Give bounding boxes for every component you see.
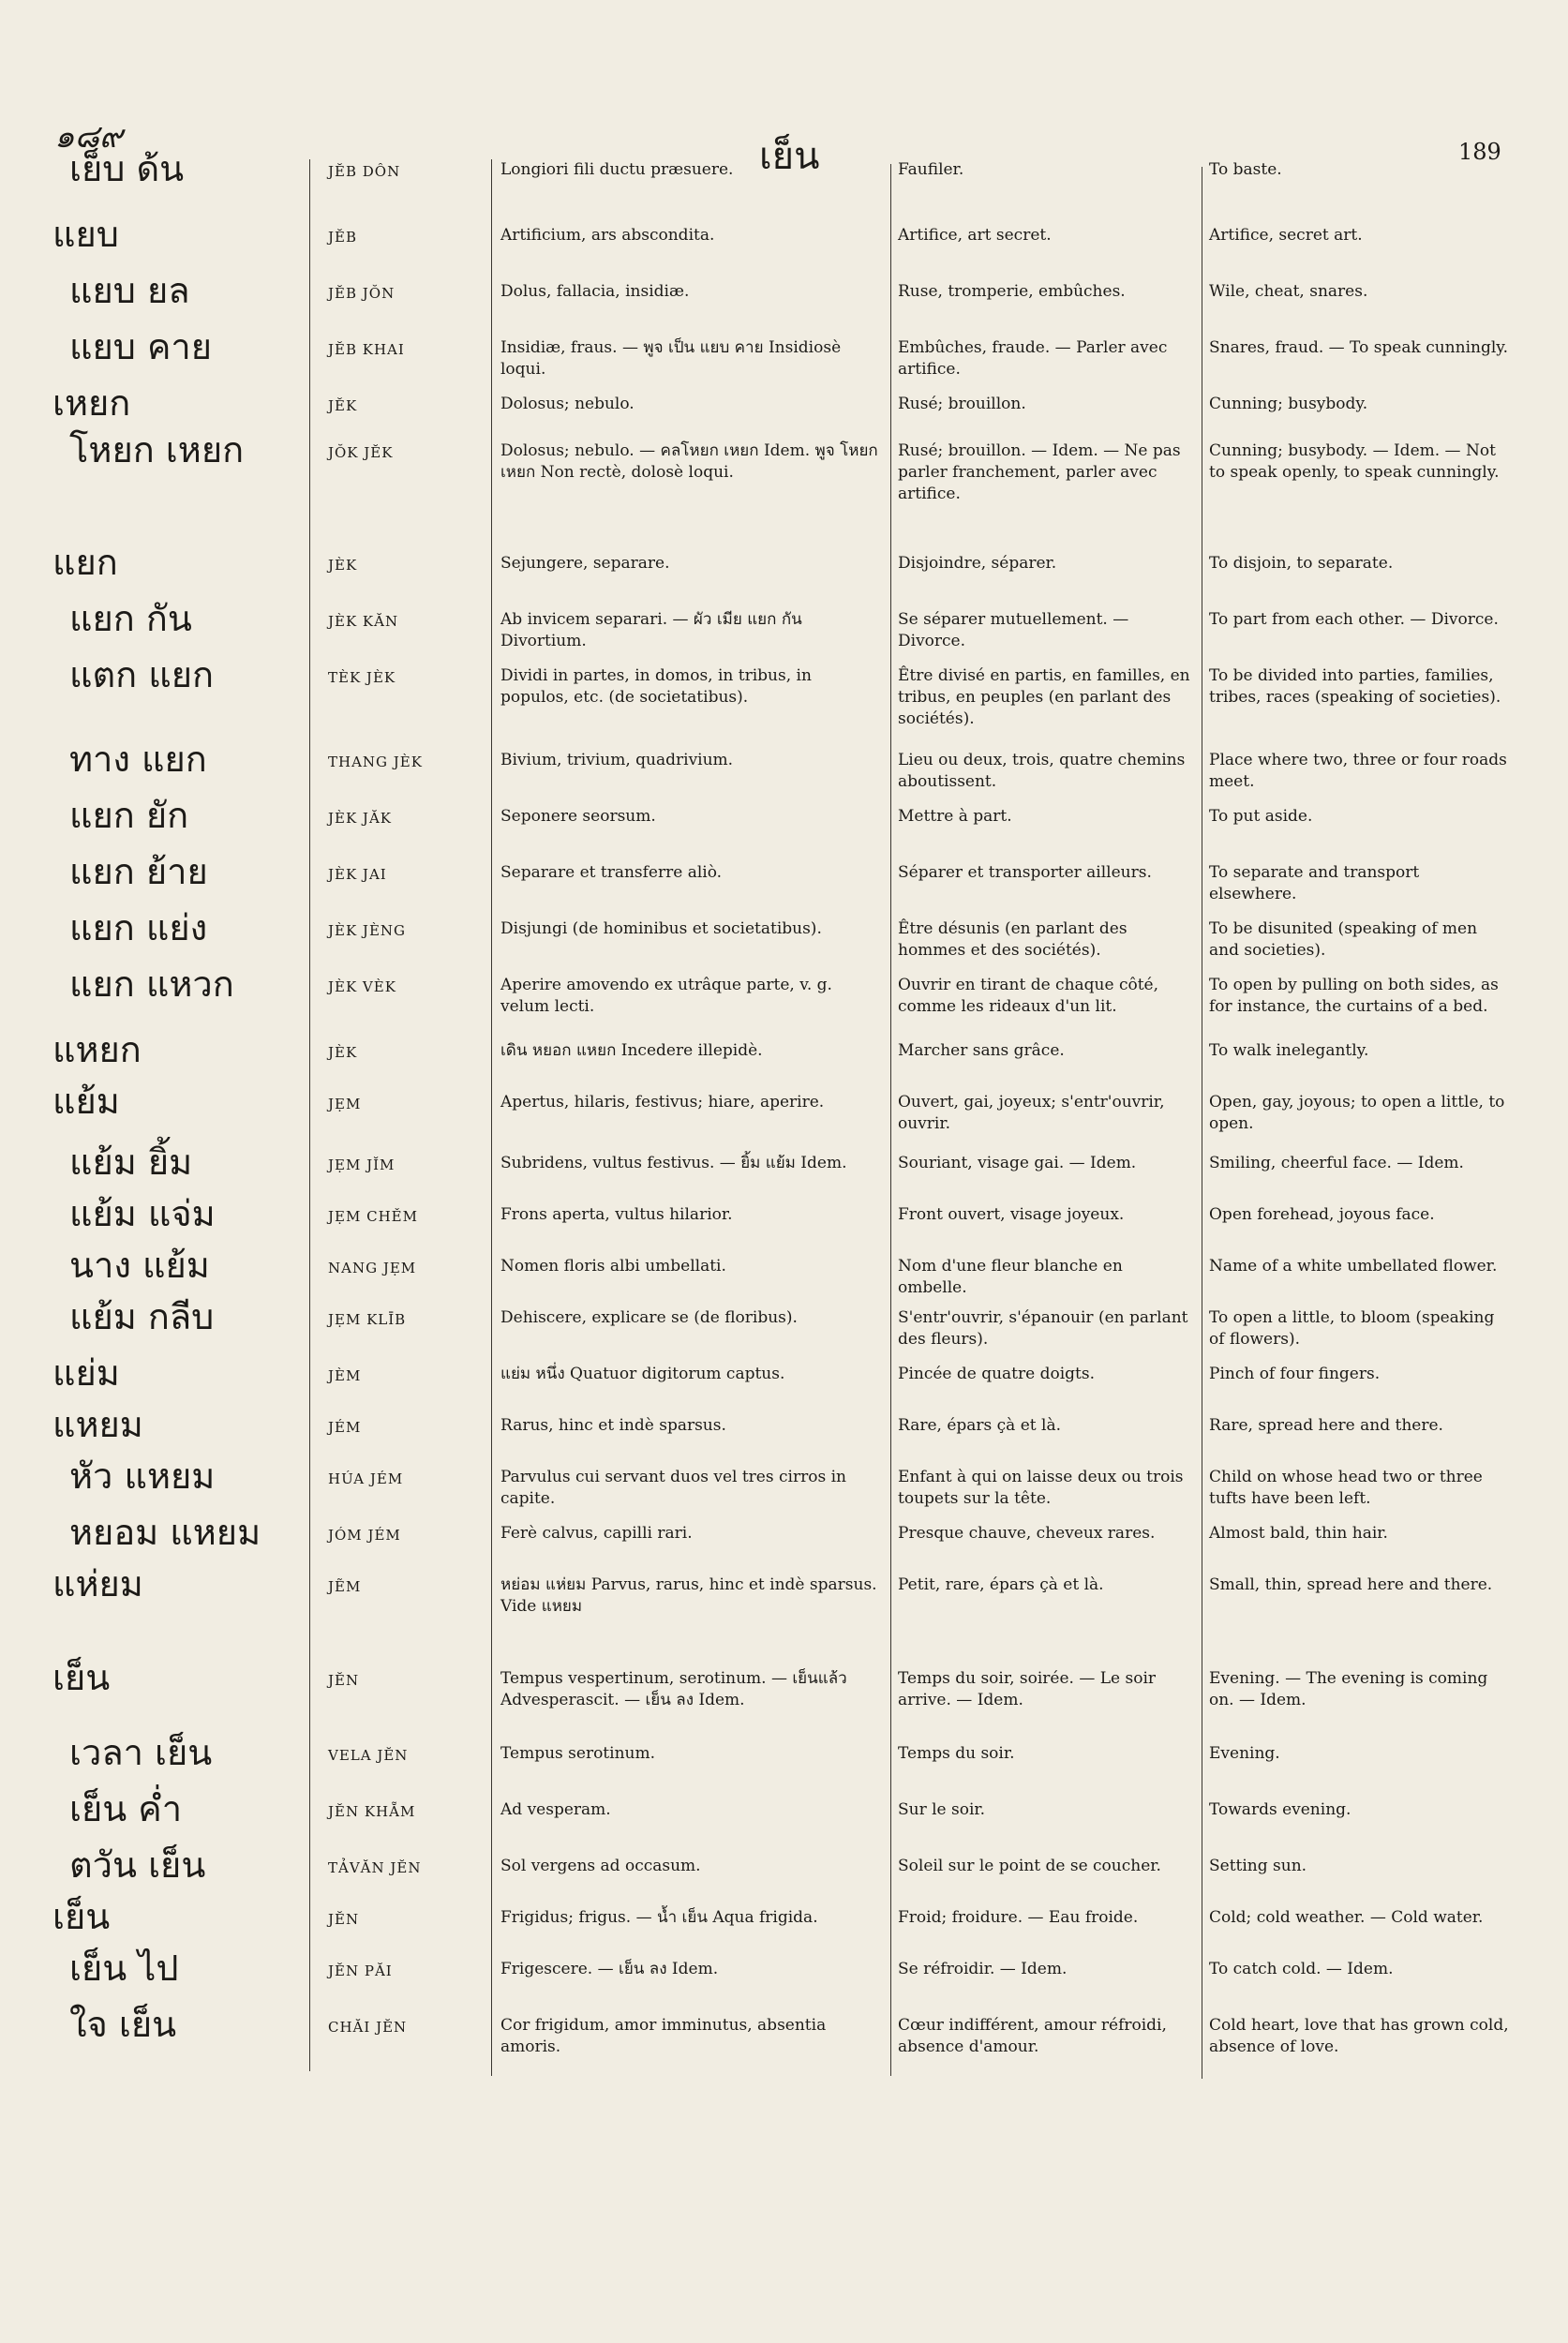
english-definition: Wile, cheat, snares. xyxy=(1209,282,1368,301)
latin-definition: Dividi in partes, in domos, in tribus, in populos, etc. (de societatibus). xyxy=(500,666,812,707)
thai-headword: เย็บ ด้น xyxy=(69,148,185,189)
latin-definition: Dolus, fallacia, insidiæ. xyxy=(500,282,690,301)
english-definition: Child on whose head two or three tufts have been left. xyxy=(1209,1468,1483,1508)
english-definition: To baste. xyxy=(1209,160,1282,179)
english-definition: Artifice, secret art. xyxy=(1209,226,1363,245)
thai-headword: เย็น ค่ำ xyxy=(69,1788,183,1829)
thai-headword: แยก แย่ง xyxy=(69,907,208,948)
romanization: JẸM KLĪB xyxy=(328,1311,407,1328)
romanization: JẸM xyxy=(328,1096,362,1112)
romanization: JĔB xyxy=(328,229,357,246)
french-definition: Enfant à qui on laisse deux ou trois toupets sur la tête. xyxy=(898,1468,1184,1508)
romanization: JÉM xyxy=(328,1419,362,1436)
latin-definition: Dolosus; nebulo. — คลโหยก เหยก Idem. พูจ โหยก เหยก Non rectè, dolosè loqui. xyxy=(500,441,878,482)
latin-definition: Sol vergens ad occasum. xyxy=(500,1857,701,1875)
french-definition: Cœur indifférent, amour réfroidi, absence d'amour. xyxy=(898,2016,1167,2056)
latin-definition: Frons aperta, vultus hilarior. xyxy=(500,1205,733,1224)
romanization: JẸM JĬM xyxy=(328,1157,396,1173)
latin-definition: Bivium, trivium, quadrivium. xyxy=(500,751,734,769)
thai-headword: แหยก xyxy=(52,1029,142,1070)
thai-headword: แยบ ยล xyxy=(69,270,190,311)
english-definition: To be divided into parties, families, tribes, races (speaking of societies). xyxy=(1209,666,1501,707)
latin-definition: Parvulus cui servant duos vel tres cirros in capite. xyxy=(500,1468,846,1508)
latin-definition: Rarus, hinc et indè sparsus. xyxy=(500,1416,726,1435)
french-definition: Ouvrir en tirant de chaque côté, comme les rideaux d'un lit. xyxy=(898,976,1159,1016)
french-definition: Artifice, art secret. xyxy=(898,226,1052,245)
french-definition: Embûches, fraude. — Parler avec artifice. xyxy=(898,338,1168,379)
french-definition: Temps du soir, soirée. — Le soir arrive. — Idem. xyxy=(898,1669,1157,1709)
english-definition: To catch cold. — Idem. xyxy=(1209,1960,1394,1978)
romanization: JÈK JAI xyxy=(328,866,387,883)
english-definition: Towards evening. xyxy=(1209,1800,1351,1819)
page-number-thai: ๑๘๙ xyxy=(54,118,123,156)
english-definition: Name of a white umbellated flower. xyxy=(1209,1257,1498,1276)
thai-headword: ทาง แยก xyxy=(69,739,207,780)
romanization: HÚA JÉM xyxy=(328,1470,404,1487)
page-number: 189 xyxy=(1458,139,1501,165)
thai-headword: แย้ม xyxy=(52,1081,120,1122)
thai-headword: แย้ม กลีบ xyxy=(69,1296,215,1337)
thai-headword: เวลา เย็น xyxy=(69,1732,213,1773)
latin-definition: Apertus, hilaris, festivus; hiare, aperire. xyxy=(500,1093,825,1112)
thai-headword: เย็น xyxy=(52,1896,111,1937)
english-definition: To disjoin, to separate. xyxy=(1209,554,1394,573)
french-definition: Marcher sans grâce. xyxy=(898,1041,1065,1060)
romanization: JŎK JĔK xyxy=(328,444,394,461)
romanization: JĔK xyxy=(328,397,358,414)
thai-headword: โหยก เหยก xyxy=(69,429,245,470)
romanization: TẢVĂN JĔN xyxy=(328,1859,422,1876)
french-definition: Se séparer mutuellement. — Divorce. xyxy=(898,610,1129,650)
french-definition: Disjoindre, séparer. xyxy=(898,554,1057,573)
romanization: JÈK KĂN xyxy=(328,613,399,630)
english-definition: To open by pulling on both sides, as for instance, the curtains of a bed. xyxy=(1209,976,1499,1016)
english-definition: Cunning; busybody. xyxy=(1209,395,1368,413)
thai-headword: แยก xyxy=(52,542,118,583)
romanization: JÈK JĂK xyxy=(328,810,392,827)
dictionary-entries xyxy=(0,150,1568,2081)
thai-headword: แยบ xyxy=(52,214,119,255)
english-definition: Cold heart, love that has grown cold, absence of love. xyxy=(1209,2016,1509,2056)
french-definition: Temps du soir. xyxy=(898,1744,1015,1763)
romanization: THANG JÈK xyxy=(328,754,423,770)
latin-definition: Dehiscere, explicare se (de floribus). xyxy=(500,1308,798,1327)
romanization: JẼM xyxy=(328,1578,362,1595)
french-definition: Nom d'une fleur blanche en ombelle. xyxy=(898,1257,1123,1297)
thai-headword: แยก ยัก xyxy=(69,795,189,836)
latin-definition: Ab invicem separari. — ผัว เมีย แยก กัน Divortium. xyxy=(500,610,802,650)
french-definition: Lieu ou deux, trois, quatre chemins aboutissent. xyxy=(898,751,1186,791)
english-definition: To walk inelegantly. xyxy=(1209,1041,1369,1060)
latin-definition: Longiori fili ductu præsuere. xyxy=(500,160,734,179)
latin-definition: Artificium, ars abscondita. xyxy=(500,226,715,245)
romanization: JÓM JÉM xyxy=(328,1527,401,1544)
thai-headword: แยก กัน xyxy=(69,598,192,639)
thai-headword: แย้ม ยิ้ม xyxy=(69,1142,193,1183)
latin-definition: Dolosus; nebulo. xyxy=(500,395,635,413)
latin-definition: Disjungi (de hominibus et societatibus). xyxy=(500,919,822,938)
latin-definition: Tempus vespertinum, serotinum. — เย็นแล้ว Advesperascit. — เย็น ลง Idem. xyxy=(500,1669,847,1709)
romanization: JẸM CHĚM xyxy=(328,1208,418,1225)
french-definition: Petit, rare, épars çà et là. xyxy=(898,1575,1104,1594)
latin-definition: Subridens, vultus festivus. — ยิ้ม แย้ม Idem. xyxy=(500,1154,847,1172)
french-definition: Être divisé en partis, en familles, en tribus, en peuples (en parlant des sociétés). xyxy=(898,666,1190,728)
thai-headword: แยบ คาย xyxy=(69,326,212,367)
thai-headword: เย็น ไป xyxy=(69,1948,179,1989)
english-definition: Setting sun. xyxy=(1209,1857,1307,1875)
french-definition: Faufiler. xyxy=(898,160,964,179)
english-definition: Smiling, cheerful face. — Idem. xyxy=(1209,1154,1464,1172)
english-definition: Small, thin, spread here and there. xyxy=(1209,1575,1493,1594)
latin-definition: Cor frigidum, amor imminutus, absentia amoris. xyxy=(500,2016,827,2056)
latin-definition: Frigescere. — เย็น ลง Idem. xyxy=(500,1960,719,1978)
french-definition: Ouvert, gai, joyeux; s'entr'ouvrir, ouvrir. xyxy=(898,1093,1165,1133)
romanization: CHĂI JĔN xyxy=(328,2019,408,2036)
english-definition: To open a little, to bloom (speaking of flowers). xyxy=(1209,1308,1495,1349)
french-definition: Ruse, tromperie, embûches. xyxy=(898,282,1126,301)
romanization: JĔB DÔN xyxy=(328,163,401,180)
english-definition: Open forehead, joyous face. xyxy=(1209,1205,1435,1224)
english-definition: To separate and transport elsewhere. xyxy=(1209,863,1420,903)
english-definition: Rare, spread here and there. xyxy=(1209,1416,1443,1435)
latin-definition: Ferè calvus, capilli rari. xyxy=(500,1524,693,1543)
french-definition: Sur le soir. xyxy=(898,1800,986,1819)
latin-definition: Seponere seorsum. xyxy=(500,807,656,826)
thai-headword: หยอม แหยม xyxy=(69,1512,261,1553)
romanization: JĔN PĂI xyxy=(328,1962,393,1979)
thai-headword: แยก แหวก xyxy=(69,963,234,1005)
french-definition: Se réfroidir. — Idem. xyxy=(898,1960,1068,1978)
french-definition: Front ouvert, visage joyeux. xyxy=(898,1205,1125,1224)
romanization: VELA JĔN xyxy=(328,1747,409,1764)
french-definition: Rusé; brouillon. xyxy=(898,395,1026,413)
french-definition: S'entr'ouvrir, s'épanouir (en parlant des fleurs). xyxy=(898,1308,1188,1349)
thai-headword: แยก ย้าย xyxy=(69,851,208,892)
french-definition: Rare, épars çà et là. xyxy=(898,1416,1061,1435)
romanization: JÈK xyxy=(328,557,358,574)
french-definition: Rusé; brouillon. — Idem. — Ne pas parler franchement, parler avec artifice. xyxy=(898,441,1181,503)
thai-headword: แย้ม แจ่ม xyxy=(69,1193,216,1234)
english-definition: Almost bald, thin hair. xyxy=(1209,1524,1388,1543)
english-definition: Cunning; busybody. — Idem. — Not to speak openly, to speak cunningly. xyxy=(1209,441,1500,482)
latin-definition: Sejungere, separare. xyxy=(500,554,670,573)
french-definition: Presque chauve, cheveux rares. xyxy=(898,1524,1156,1543)
romanization: JĔB JŎN xyxy=(328,285,396,302)
latin-definition: แย่ม หนึ่ง Quatuor digitorum captus. xyxy=(500,1365,785,1383)
thai-headword: ตวัน เย็น xyxy=(69,1844,206,1886)
romanization: JĔN KHẴM xyxy=(328,1803,416,1820)
latin-definition: Ad vesperam. xyxy=(500,1800,611,1819)
english-definition: Pinch of four fingers. xyxy=(1209,1365,1381,1383)
romanization: JÈK VÈK xyxy=(328,978,396,995)
latin-definition: Nomen floris albi umbellati. xyxy=(500,1257,726,1276)
french-definition: Froid; froidure. — Eau froide. xyxy=(898,1908,1139,1927)
romanization: NANG JẸM xyxy=(328,1260,417,1276)
romanization: JÈK xyxy=(328,1044,358,1061)
latin-definition: Separare et transferre aliò. xyxy=(500,863,723,882)
latin-definition: Frigidus; frigus. — น้ำ เย็น Aqua frigida. xyxy=(500,1908,818,1927)
english-definition: Place where two, three or four roads meet. xyxy=(1209,751,1507,791)
english-definition: Snares, fraud. — To speak cunningly. xyxy=(1209,338,1509,357)
thai-headword: แห่ยม xyxy=(52,1563,143,1604)
romanization: JĔN xyxy=(328,1672,360,1689)
latin-definition: Tempus serotinum. xyxy=(500,1744,655,1763)
english-definition: Cold; cold weather. — Cold water. xyxy=(1209,1908,1484,1927)
french-definition: Pincée de quatre doigts. xyxy=(898,1365,1096,1383)
thai-headword: หัว แหยม xyxy=(69,1455,216,1497)
romanization: JĔB KHAI xyxy=(328,341,405,358)
french-definition: Souriant, visage gai. — Idem. xyxy=(898,1154,1137,1172)
thai-headword: แย่ม xyxy=(52,1352,120,1394)
latin-definition: Aperire amovendo ex utrâque parte, v. g. velum lecti. xyxy=(500,976,832,1016)
english-definition: Open, gay, joyous; to open a little, to open. xyxy=(1209,1093,1505,1133)
thai-headword: ใจ เย็น xyxy=(69,2004,177,2045)
header-word: เย็น xyxy=(759,135,820,178)
french-definition: Mettre à part. xyxy=(898,807,1012,826)
english-definition: To be disunited (speaking of men and societies). xyxy=(1209,919,1478,960)
romanization: JÈM xyxy=(328,1367,362,1384)
thai-headword: เย็น xyxy=(52,1657,111,1698)
english-definition: To part from each other. — Divorce. xyxy=(1209,610,1499,629)
latin-definition: หย่อม แห่ยม Parvus, rarus, hinc et indè sparsus. Vide แหยม xyxy=(500,1575,877,1616)
english-definition: To put aside. xyxy=(1209,807,1313,826)
thai-headword: แหยม xyxy=(52,1404,143,1445)
thai-headword: เหยก xyxy=(52,382,131,424)
english-definition: Evening. xyxy=(1209,1744,1280,1763)
romanization: TÈK JÈK xyxy=(328,669,396,686)
latin-definition: เดิน หยอก แหยก Incedere illepidè. xyxy=(500,1041,763,1060)
french-definition: Soleil sur le point de se coucher. xyxy=(898,1857,1161,1875)
french-definition: Être désunis (en parlant des hommes et des sociétés). xyxy=(898,919,1127,960)
thai-headword: แตก แยก xyxy=(69,654,215,695)
french-definition: Séparer et transporter ailleurs. xyxy=(898,863,1152,882)
romanization: JÈK JÈNG xyxy=(328,922,407,939)
romanization: JĔN xyxy=(328,1911,360,1928)
latin-definition: Insidiæ, fraus. — พูจ เป็น แยบ คาย Insidiosè loqui. xyxy=(500,338,842,379)
english-definition: Evening. — The evening is coming on. — Idem. xyxy=(1209,1669,1488,1709)
thai-headword: นาง แย้ม xyxy=(69,1245,210,1286)
